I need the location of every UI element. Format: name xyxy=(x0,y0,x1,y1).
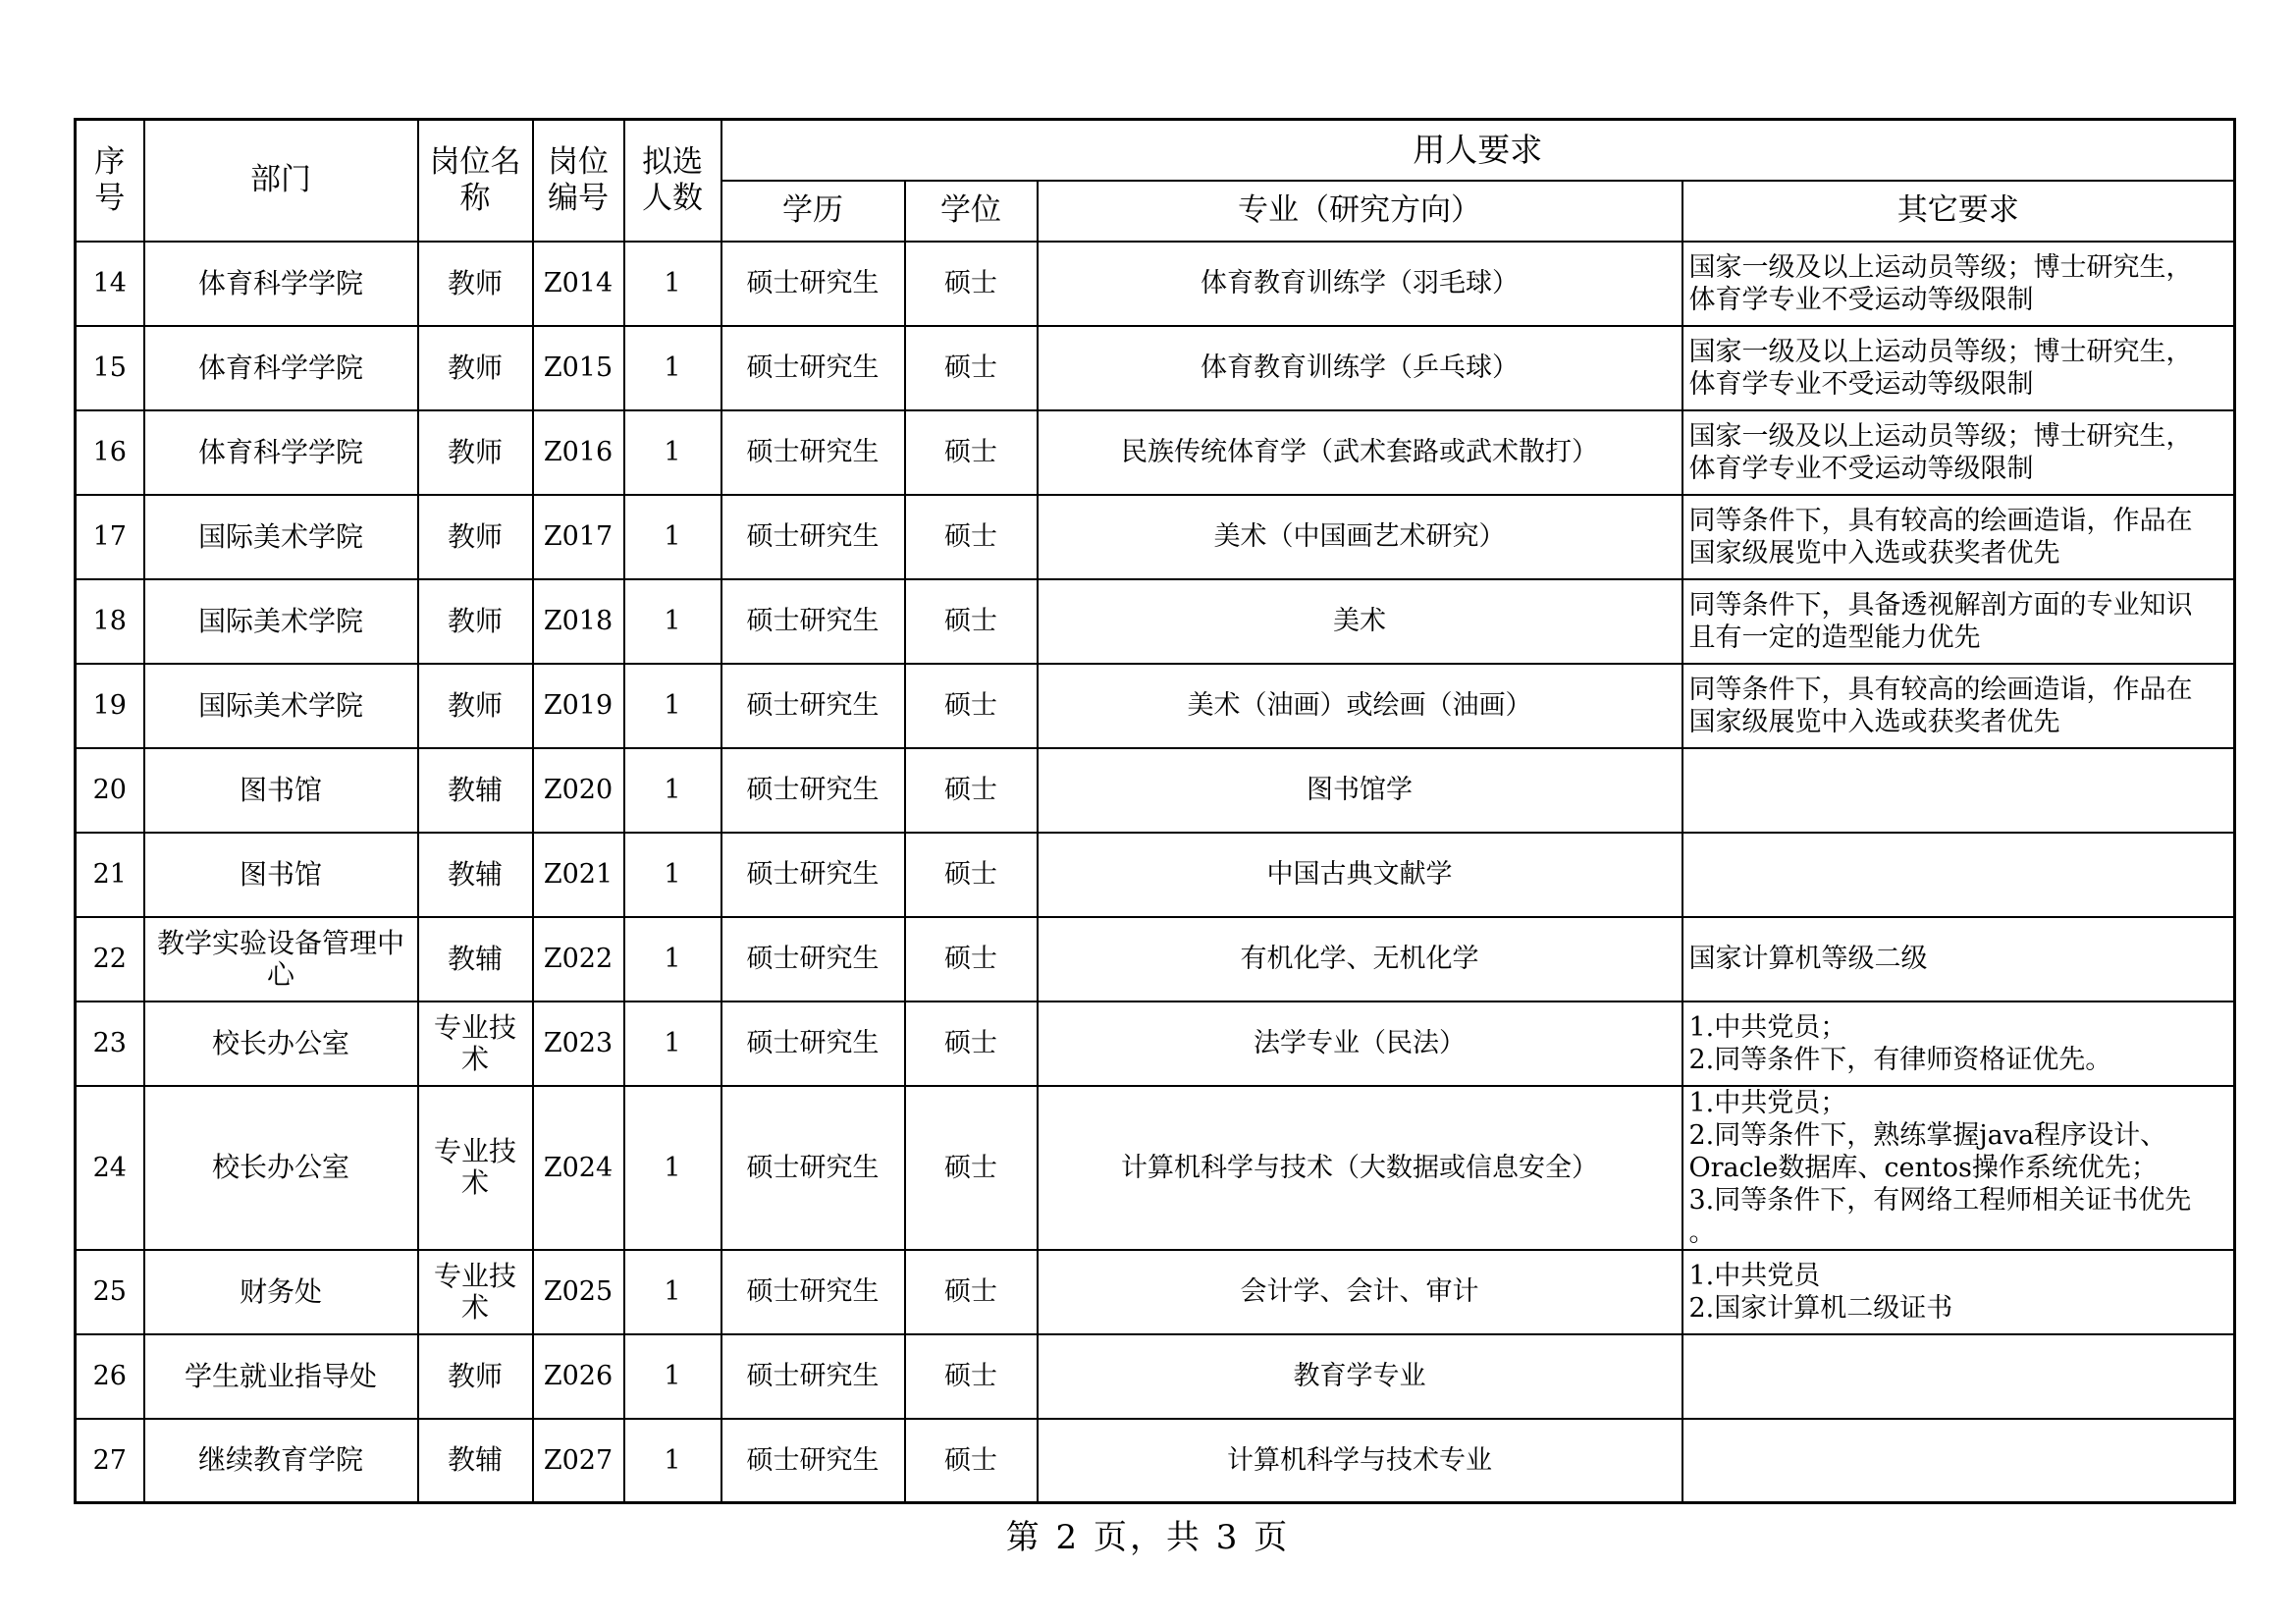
cell-dept: 图书馆 xyxy=(144,833,418,917)
cell-edu: 硕士研究生 xyxy=(721,495,905,579)
cell-post-code: Z019 xyxy=(533,664,624,748)
cell-other xyxy=(1682,410,2235,495)
cell-major: 教育学专业 xyxy=(1038,1334,1682,1419)
header-post-code: 岗位编号 xyxy=(533,120,624,242)
cell-edu: 硕士研究生 xyxy=(721,833,905,917)
cell-edu: 硕士研究生 xyxy=(721,1419,905,1503)
cell-post-code: Z014 xyxy=(533,242,624,326)
other-line: 国家计算机等级二级 xyxy=(1688,944,1928,974)
cell-post-name: 专业技术 xyxy=(418,1250,533,1334)
cell-seq: 19 xyxy=(76,664,144,748)
cell-major: 法学专业（民法） xyxy=(1038,1001,1682,1086)
cell-seq: 24 xyxy=(76,1086,144,1250)
header-edu: 学历 xyxy=(721,181,905,242)
cell-post-name: 教师 xyxy=(418,579,533,664)
header-seq: 序号 xyxy=(76,120,144,242)
cell-seq: 23 xyxy=(76,1001,144,1086)
cell-count: 1 xyxy=(624,1001,721,1086)
cell-post-name: 教师 xyxy=(418,1334,533,1419)
cell-degree: 硕士 xyxy=(905,1001,1038,1086)
table-row xyxy=(76,410,2235,495)
cell-count: 1 xyxy=(624,495,721,579)
other-line: 2.同等条件下，有律师资格证优先。 xyxy=(1688,1044,2112,1075)
cell-edu: 硕士研究生 xyxy=(721,664,905,748)
cell-degree: 硕士 xyxy=(905,833,1038,917)
other-line: 国家一级及以上运动员等级；博士研究生， xyxy=(1688,336,2193,367)
cell-count: 1 xyxy=(624,579,721,664)
cell-other xyxy=(1682,1334,2235,1419)
cell-degree: 硕士 xyxy=(905,664,1038,748)
cell-post-name: 教辅 xyxy=(418,1419,533,1503)
cell-other xyxy=(1682,579,2235,664)
cell-post-name: 教师 xyxy=(418,410,533,495)
table-row xyxy=(76,495,2235,579)
other-line: 体育学专业不受运动等级限制 xyxy=(1688,453,2034,484)
cell-major: 会计学、会计、审计 xyxy=(1038,1250,1682,1334)
cell-count: 1 xyxy=(624,748,721,833)
cell-other xyxy=(1682,1086,2235,1250)
cell-other xyxy=(1682,748,2235,833)
cell-degree: 硕士 xyxy=(905,579,1038,664)
table-row xyxy=(76,1334,2235,1419)
cell-post-code: Z021 xyxy=(533,833,624,917)
cell-edu: 硕士研究生 xyxy=(721,579,905,664)
cell-degree: 硕士 xyxy=(905,242,1038,326)
header-major: 专业（研究方向） xyxy=(1038,181,1682,242)
cell-count: 1 xyxy=(624,1419,721,1503)
other-line: 体育学专业不受运动等级限制 xyxy=(1688,368,2034,400)
header-other: 其它要求 xyxy=(1682,181,2235,242)
cell-major: 体育教育训练学（羽毛球） xyxy=(1038,242,1682,326)
cell-seq: 25 xyxy=(76,1250,144,1334)
cell-edu: 硕士研究生 xyxy=(721,410,905,495)
cell-other xyxy=(1682,495,2235,579)
table-row xyxy=(76,242,2235,326)
cell-major: 民族传统体育学（武术套路或武术散打） xyxy=(1038,410,1682,495)
cell-major: 美术（油画）或绘画（油画） xyxy=(1038,664,1682,748)
cell-degree: 硕士 xyxy=(905,1250,1038,1334)
cell-edu: 硕士研究生 xyxy=(721,748,905,833)
cell-count: 1 xyxy=(624,833,721,917)
cell-other xyxy=(1682,242,2235,326)
cell-degree: 硕士 xyxy=(905,326,1038,410)
cell-major: 美术（中国画艺术研究） xyxy=(1038,495,1682,579)
cell-other xyxy=(1682,664,2235,748)
cell-dept: 图书馆 xyxy=(144,748,418,833)
cell-count: 1 xyxy=(624,917,721,1001)
cell-post-code: Z026 xyxy=(533,1334,624,1419)
cell-degree: 硕士 xyxy=(905,1419,1038,1503)
cell-seq: 18 xyxy=(76,579,144,664)
header-dept: 部门 xyxy=(144,120,418,242)
cell-other xyxy=(1682,917,2235,1001)
cell-seq: 17 xyxy=(76,495,144,579)
table-row xyxy=(76,579,2235,664)
cell-seq: 26 xyxy=(76,1334,144,1419)
cell-count: 1 xyxy=(624,664,721,748)
header-requirements: 用人要求 xyxy=(721,120,2235,181)
cell-dept: 体育科学学院 xyxy=(144,326,418,410)
cell-edu: 硕士研究生 xyxy=(721,1086,905,1250)
cell-seq: 15 xyxy=(76,326,144,410)
other-line: 3.同等条件下，有网络工程师相关证书优先 xyxy=(1688,1184,2192,1216)
cell-dept: 学生就业指导处 xyxy=(144,1334,418,1419)
cell-edu: 硕士研究生 xyxy=(721,1334,905,1419)
other-line: 国家级展览中入选或获奖者优先 xyxy=(1688,706,2060,737)
page-footer: 第 2 页，共 3 页 xyxy=(1005,1518,1291,1557)
table-row xyxy=(76,1001,2235,1086)
cell-post-code: Z025 xyxy=(533,1250,624,1334)
table-row xyxy=(76,326,2235,410)
cell-post-name: 教师 xyxy=(418,664,533,748)
cell-other xyxy=(1682,1001,2235,1086)
table-row xyxy=(76,664,2235,748)
cell-count: 1 xyxy=(624,326,721,410)
header-count: 拟选人数 xyxy=(624,120,721,242)
cell-degree: 硕士 xyxy=(905,1334,1038,1419)
table-body xyxy=(76,242,2235,1503)
cell-count: 1 xyxy=(624,242,721,326)
cell-post-name: 教师 xyxy=(418,326,533,410)
other-line: Oracle数据库、centos操作系统优先； xyxy=(1688,1152,2158,1183)
cell-count: 1 xyxy=(624,1250,721,1334)
cell-other xyxy=(1682,1250,2235,1334)
cell-seq: 22 xyxy=(76,917,144,1001)
cell-major: 体育教育训练学（乒乓球） xyxy=(1038,326,1682,410)
other-line: 国家级展览中入选或获奖者优先 xyxy=(1688,537,2060,568)
table-row xyxy=(76,1086,2235,1250)
cell-seq: 16 xyxy=(76,410,144,495)
cell-dept: 国际美术学院 xyxy=(144,664,418,748)
other-line: 国家一级及以上运动员等级；博士研究生， xyxy=(1688,420,2193,452)
cell-post-code: Z022 xyxy=(533,917,624,1001)
cell-major: 计算机科学与技术专业 xyxy=(1038,1419,1682,1503)
cell-dept: 继续教育学院 xyxy=(144,1419,418,1503)
table-row xyxy=(76,748,2235,833)
cell-major: 美术 xyxy=(1038,579,1682,664)
cell-post-name: 教辅 xyxy=(418,833,533,917)
cell-dept: 教学实验设备管理中心 xyxy=(144,917,418,1001)
cell-count: 1 xyxy=(624,1334,721,1419)
cell-edu: 硕士研究生 xyxy=(721,326,905,410)
cell-degree: 硕士 xyxy=(905,1086,1038,1250)
other-line: 同等条件下，具有较高的绘画造诣，作品在 xyxy=(1688,674,2193,705)
cell-seq: 27 xyxy=(76,1419,144,1503)
cell-degree: 硕士 xyxy=(905,917,1038,1001)
cell-post-name: 专业技术 xyxy=(418,1001,533,1086)
cell-major: 中国古典文献学 xyxy=(1038,833,1682,917)
cell-major: 图书馆学 xyxy=(1038,748,1682,833)
cell-dept: 校长办公室 xyxy=(144,1086,418,1250)
cell-seq: 20 xyxy=(76,748,144,833)
other-line: 2.同等条件下，熟练掌握java程序设计、 xyxy=(1688,1119,2167,1151)
cell-dept: 财务处 xyxy=(144,1250,418,1334)
cell-post-code: Z023 xyxy=(533,1001,624,1086)
cell-seq: 21 xyxy=(76,833,144,917)
cell-post-code: Z018 xyxy=(533,579,624,664)
cell-edu: 硕士研究生 xyxy=(721,1250,905,1334)
table-row xyxy=(76,1250,2235,1334)
cell-post-name: 教师 xyxy=(418,495,533,579)
other-line: 国家一级及以上运动员等级；博士研究生， xyxy=(1688,251,2193,283)
cell-dept: 体育科学学院 xyxy=(144,242,418,326)
cell-other xyxy=(1682,326,2235,410)
header-degree: 学位 xyxy=(905,181,1038,242)
cell-edu: 硕士研究生 xyxy=(721,917,905,1001)
cell-post-name: 教辅 xyxy=(418,917,533,1001)
cell-dept: 体育科学学院 xyxy=(144,410,418,495)
other-line: 同等条件下，具有较高的绘画造诣，作品在 xyxy=(1688,505,2193,536)
cell-dept: 校长办公室 xyxy=(144,1001,418,1086)
cell-post-code: Z020 xyxy=(533,748,624,833)
table-row xyxy=(76,833,2235,917)
table-row xyxy=(76,917,2235,1001)
cell-post-name: 教辅 xyxy=(418,748,533,833)
other-line: 且有一定的造型能力优先 xyxy=(1688,622,1981,653)
cell-seq: 14 xyxy=(76,242,144,326)
cell-post-name: 教师 xyxy=(418,242,533,326)
other-line: 体育学专业不受运动等级限制 xyxy=(1688,284,2034,315)
cell-post-code: Z017 xyxy=(533,495,624,579)
cell-post-code: Z024 xyxy=(533,1086,624,1250)
cell-post-code: Z027 xyxy=(533,1419,624,1503)
cell-count: 1 xyxy=(624,1086,721,1250)
cell-post-code: Z016 xyxy=(533,410,624,495)
header-post-name: 岗位名称 xyxy=(418,120,533,242)
other-line: 1.中共党员； xyxy=(1688,1087,1847,1118)
other-line: 2.国家计算机二级证书 xyxy=(1688,1292,1953,1324)
other-line: 1.中共党员； xyxy=(1688,1011,1847,1043)
table-row xyxy=(76,1419,2235,1503)
cell-degree: 硕士 xyxy=(905,495,1038,579)
cell-major: 有机化学、无机化学 xyxy=(1038,917,1682,1001)
cell-dept: 国际美术学院 xyxy=(144,495,418,579)
other-line: 同等条件下，具备透视解剖方面的专业知识 xyxy=(1688,589,2193,621)
recruitment-table xyxy=(74,118,2236,1504)
other-line: 。 xyxy=(1688,1217,1716,1248)
cell-degree: 硕士 xyxy=(905,410,1038,495)
other-line: 1.中共党员 xyxy=(1688,1260,1821,1291)
cell-other xyxy=(1682,833,2235,917)
cell-major: 计算机科学与技术（大数据或信息安全） xyxy=(1038,1086,1682,1250)
cell-count: 1 xyxy=(624,410,721,495)
cell-degree: 硕士 xyxy=(905,748,1038,833)
cell-dept: 国际美术学院 xyxy=(144,579,418,664)
cell-edu: 硕士研究生 xyxy=(721,1001,905,1086)
cell-post-name: 专业技术 xyxy=(418,1086,533,1250)
cell-other xyxy=(1682,1419,2235,1503)
cell-edu: 硕士研究生 xyxy=(721,242,905,326)
cell-post-code: Z015 xyxy=(533,326,624,410)
